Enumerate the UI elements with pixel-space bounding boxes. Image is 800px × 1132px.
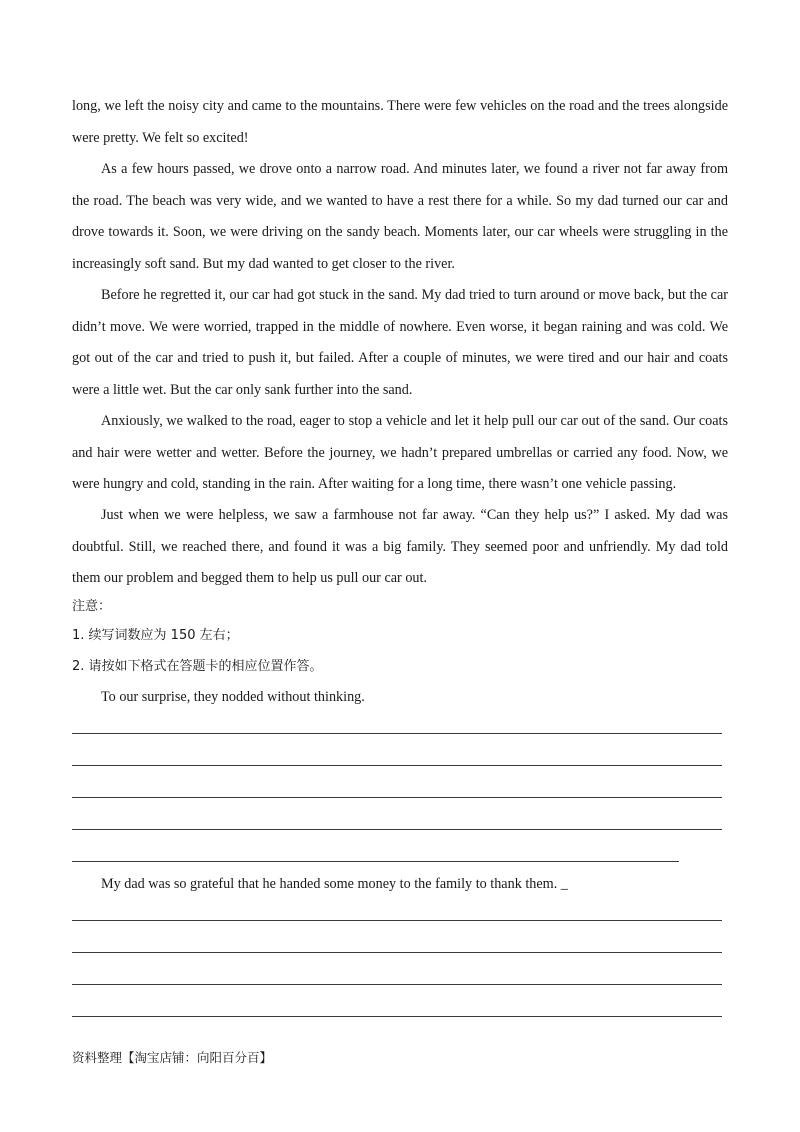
answer-line <box>72 984 722 985</box>
passage-paragraph-4: Anxiously, we walked to the road, eager to stop a vehicle and let it help pull our car out of the sand. Our coats and hair were wetter and wetter. Before the journey, we hadn’t prepared umbrellas or carried any food. Now, we were hungry and cold, standing in the rain. After waiting for a long time, there wasn’t one vehicle passing. <box>72 413 728 493</box>
answer-line <box>72 765 722 766</box>
passage-paragraph-3: Before he regretted it, our car had got stuck in the sand. My dad tried to turn around or move back, but the car didn’t move. We were worried, trapped in the middle of nowhere. Even worse, it began raining and was cold. We got out of the car and tried to push it, but failed. After a couple of minutes, we were tired and our hair and coats were a little wet. But the car only sank further into the sand. <box>72 287 728 398</box>
passage-paragraph-1: long, we left the noisy city and came to the mountains. There were few vehicles on the road and the trees alongside were pretty. We felt so excited! <box>72 98 728 146</box>
note-item-2: 2. 请按如下格式在答题卡的相应位置作答。 <box>72 659 323 674</box>
note-item-1: 1. 续写词数应为 150 左右； <box>72 628 239 643</box>
answer-line <box>72 920 722 921</box>
answer-line <box>72 861 679 862</box>
answer-line <box>72 797 722 798</box>
continuation-opening-2: My dad was so grateful that he handed some money to the family to thank them. _ <box>101 876 568 892</box>
answer-line <box>72 733 722 734</box>
answer-line <box>72 829 722 830</box>
passage-paragraph-5: Just when we were helpless, we saw a farmhouse not far away. “Can they help us?” I asked. My dad was doubtful. Still, we reached there, and found it was a big family. They seemed poor and unfriendly. My dad told them our problem and begged them to help us pull our car out. <box>72 507 728 587</box>
continuation-opening-1: To our surprise, they nodded without thinking. <box>101 689 365 705</box>
footer-source-note: 资料整理【淘宝店铺：向阳百分百】 <box>72 1050 273 1065</box>
passage-paragraph-2: As a few hours passed, we drove onto a narrow road. And minutes later, we found a river not far away from the road. The beach was very wide, and we wanted to have a rest there for a while. So my dad turned our car and drove towards it. Soon, we were driving on the sandy beach. Moments later, our car wheels were struggling in the increasingly soft sand. But my dad wanted to get closer to the river. <box>72 161 728 272</box>
answer-line <box>72 1016 722 1017</box>
notes-title: 注意： <box>72 599 112 614</box>
answer-line <box>72 952 722 953</box>
